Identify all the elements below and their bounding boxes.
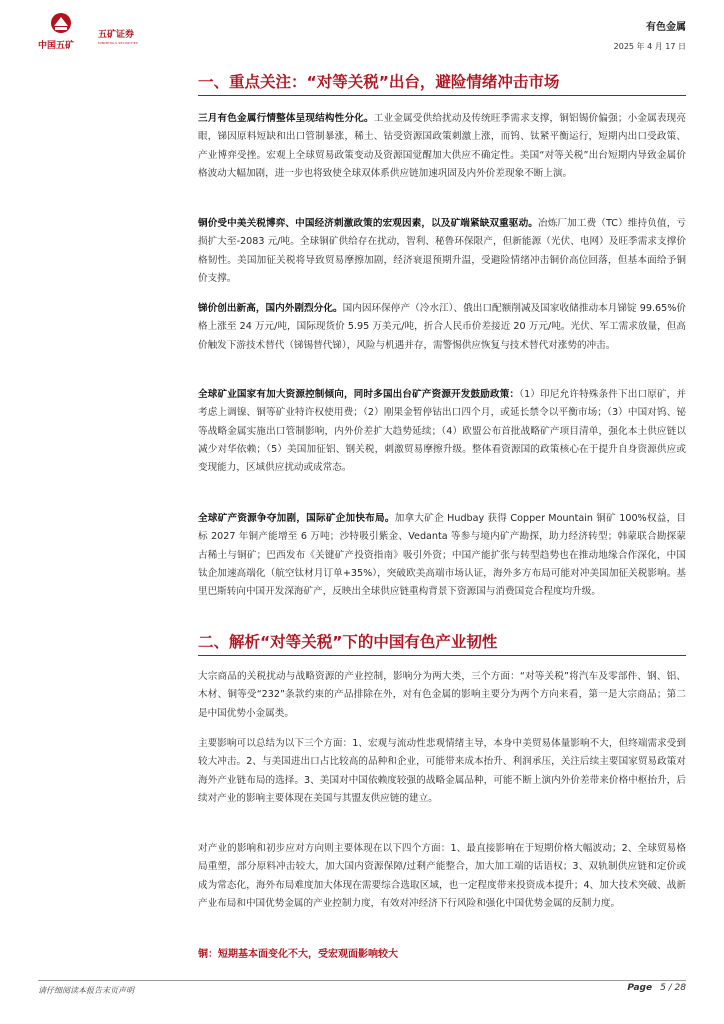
section2-title: 二、解析“对等关税”下的中国有色产业韧性 — [198, 633, 498, 651]
page-word: Page — [627, 983, 653, 993]
section2-paragraph-1: 大宗商品的关税扰动与战略资源的产业控制，影响分为两大类，三个方面：“对等关税”将汽车及零部件、钢、铝、木材、铜等受“232”条款约束的产品排除在外，对有色金属的影响主要分为两个方向来看，第一是大宗商品；第二是中国优势小金属类。 — [198, 671, 686, 719]
paragraph-lead: 锑价创出新高，国内外剧烈分化。 — [198, 303, 343, 314]
section1-divider — [198, 95, 686, 96]
logo-right-en: MINMETALS SECURITIES — [98, 41, 138, 45]
page-number: 5 / 28 — [660, 983, 686, 993]
report-date: 2025 年 4 月 17 日 — [613, 42, 686, 51]
section1-paragraph-2 — [198, 215, 686, 288]
section2-paragraph-2: 主要影响可以总结为以下三个方面：1、宏观与流动性悲观情绪主导，本身中美贸易体量影响不大，但终端需求受到较大冲击。2、与美国进出口占比较高的品种和企业，可能带来成本抬升、利润承压，关注后续主要国家贸易政策对海外产业链布局的选择。3、美国对中国依赖度较强的战略金属品种，可能不断上演内外价差带来价格中枢抬升，后续对产业的影响主要体现在美国与其盟友供应链的建立。 — [198, 738, 686, 804]
china-minmetals-logo — [38, 10, 86, 54]
page-indicator — [627, 983, 686, 993]
footer-disclaimer: 请仔细阅读本报告末页声明 — [38, 986, 134, 995]
paragraph-lead: 全球矿业国家有加大资源控制倾向，同时多国出台矿产资源开发鼓励政策： — [198, 389, 520, 400]
copper-subheading: 铜：短期基本面变化不大，受宏观面影响较大 — [198, 949, 398, 960]
paragraph-body: 国内因环保停产（冷水江）、俄出口配额削减及国家收储推动本月锑锭 99.65%价格上涨至 24 万元/吨，国际现货价 5.95 万美元/吨，折合人民币价差接近 20 万元/吨。光伏、军工需求放量，但高价触发下游技术替代（锑锡替代锑），风险与机遇并存，需警惕供应恢复与技术替代对涨势的冲击。 — [198, 303, 686, 351]
logo-right-cn: 五矿证券 — [98, 30, 135, 40]
section2-paragraph-3: 对产业的影响和初步应对方向则主要体现在以下四个方面：1、最直接影响在于短期价格大幅波动；2、全球贸易格局重塑，部分原料冲击较大，加大国内资源保障/过剩产能整合，加大加工端的话语权；3、双轨制供应链和定价或成为常态化，海外布局难度加大体现在需要综合选取区域，也一定程度带来投资成本提升；4、加大技术突破、战新产业布局和中国优势金属的产业控制力度，有效对冲经济下行风险和强化中国优势金属的反制力度。 — [198, 843, 686, 909]
minmetals-securities-logo — [98, 27, 138, 45]
section1-paragraph-3 — [198, 300, 686, 355]
header-meta — [614, 18, 686, 52]
minmetals-emblem-icon — [50, 12, 72, 36]
paragraph-body: （1）印尼允许特殊条件下出口原矿，并考虑上调镍、铜等矿业特许权使用费；（2）刚果金暂停钴出口四个月，或延长禁令以平衡市场；（3）中国对钨、铋等战略金属实施出口管制影响，内外价差扩大趋势延续；（4）欧盟公布首批战略矿产项目清单，强化本土供应链以减少对华依赖；（5）美国加征铝、钢关税，刺激贸易摩擦升级。整体看资源国的政策核心在于提升自身资源供应或变现能力，区域供应扰动或成常态。 — [198, 389, 686, 474]
paragraph-body: 工业金属受供给扰动及传统旺季需求支撑，铜铝锡价偏强；小金属表现亮眼，锑因原料短缺和出口管制暴涨，稀土、钴受资源国政策刺激上涨，而钨、钛紧平衡运行，短期内出口受政策、产业博弈受挫。宏观上全球贸易政策变动及资源国觉醒加大供应不确定性。美国“对等关税”出台短期内导致金属价格波动大幅加剧，进一步也将致使全球双体系供应链加速巩固及内外价差现象不断上演。 — [198, 113, 687, 179]
section1-paragraph-5 — [198, 510, 686, 601]
paragraph-lead: 铜价受中美关税博弈、中国经济刺激政策的宏观因素，以及矿端紧缺双重驱动。 — [198, 218, 538, 229]
section1-paragraph-1 — [198, 110, 686, 183]
section1-paragraph-4 — [198, 386, 686, 477]
paragraph-body: 冶炼厂加工费（TC）维持负值，亏损扩大至-2083 元/吨。全球铜矿供给存在扰动，智利、秘鲁环保限产，但新能源（光伏、电网）及旺季需求支撑价格韧性。美国加征关税将导致贸易摩擦加剧，经济衰退预期升温，受避险情绪冲击铜价高位回落，但基本面给予铜价支撑。 — [198, 218, 686, 284]
paragraph-body: 加拿大矿企 Hudbay 获得 Copper Mountain 铜矿 100%权益，目标 2027 年铜产能增至 6 万吨；沙特吸引紫金、Vedanta 等参与境内矿产勘探，助力经济转型；韩蒙联合勘探蒙古稀土与铜矿；巴西发布《关键矿产投资指南》吸引外资；中国产能扩张与转型趋势也在推动地缘合作深化，中国钛企加速高端化（航空钛材月订单+35%），突破欧美高端市场认证，海外多方布局可能对冲美国加征关税影响。基里巴斯转向中国开发深海矿产，反映出全球供应链重构背景下资源国与消费国竞合程度均升级。 — [198, 513, 687, 598]
section1-title: 一、重点关注：“对等关税”出台，避险情绪冲击市场 — [198, 73, 560, 91]
paragraph-lead: 全球矿产资源争夺加剧，国际矿企加快布局。 — [198, 513, 395, 524]
logo-left-text: 中国五矿 — [38, 41, 75, 51]
paragraph-lead: 三月有色金属行情整体呈现结构性分化。 — [198, 113, 374, 124]
footer-divider — [38, 980, 686, 981]
section2-divider — [198, 655, 686, 656]
sector-label: 有色金属 — [646, 22, 686, 33]
page-header — [0, 0, 724, 70]
